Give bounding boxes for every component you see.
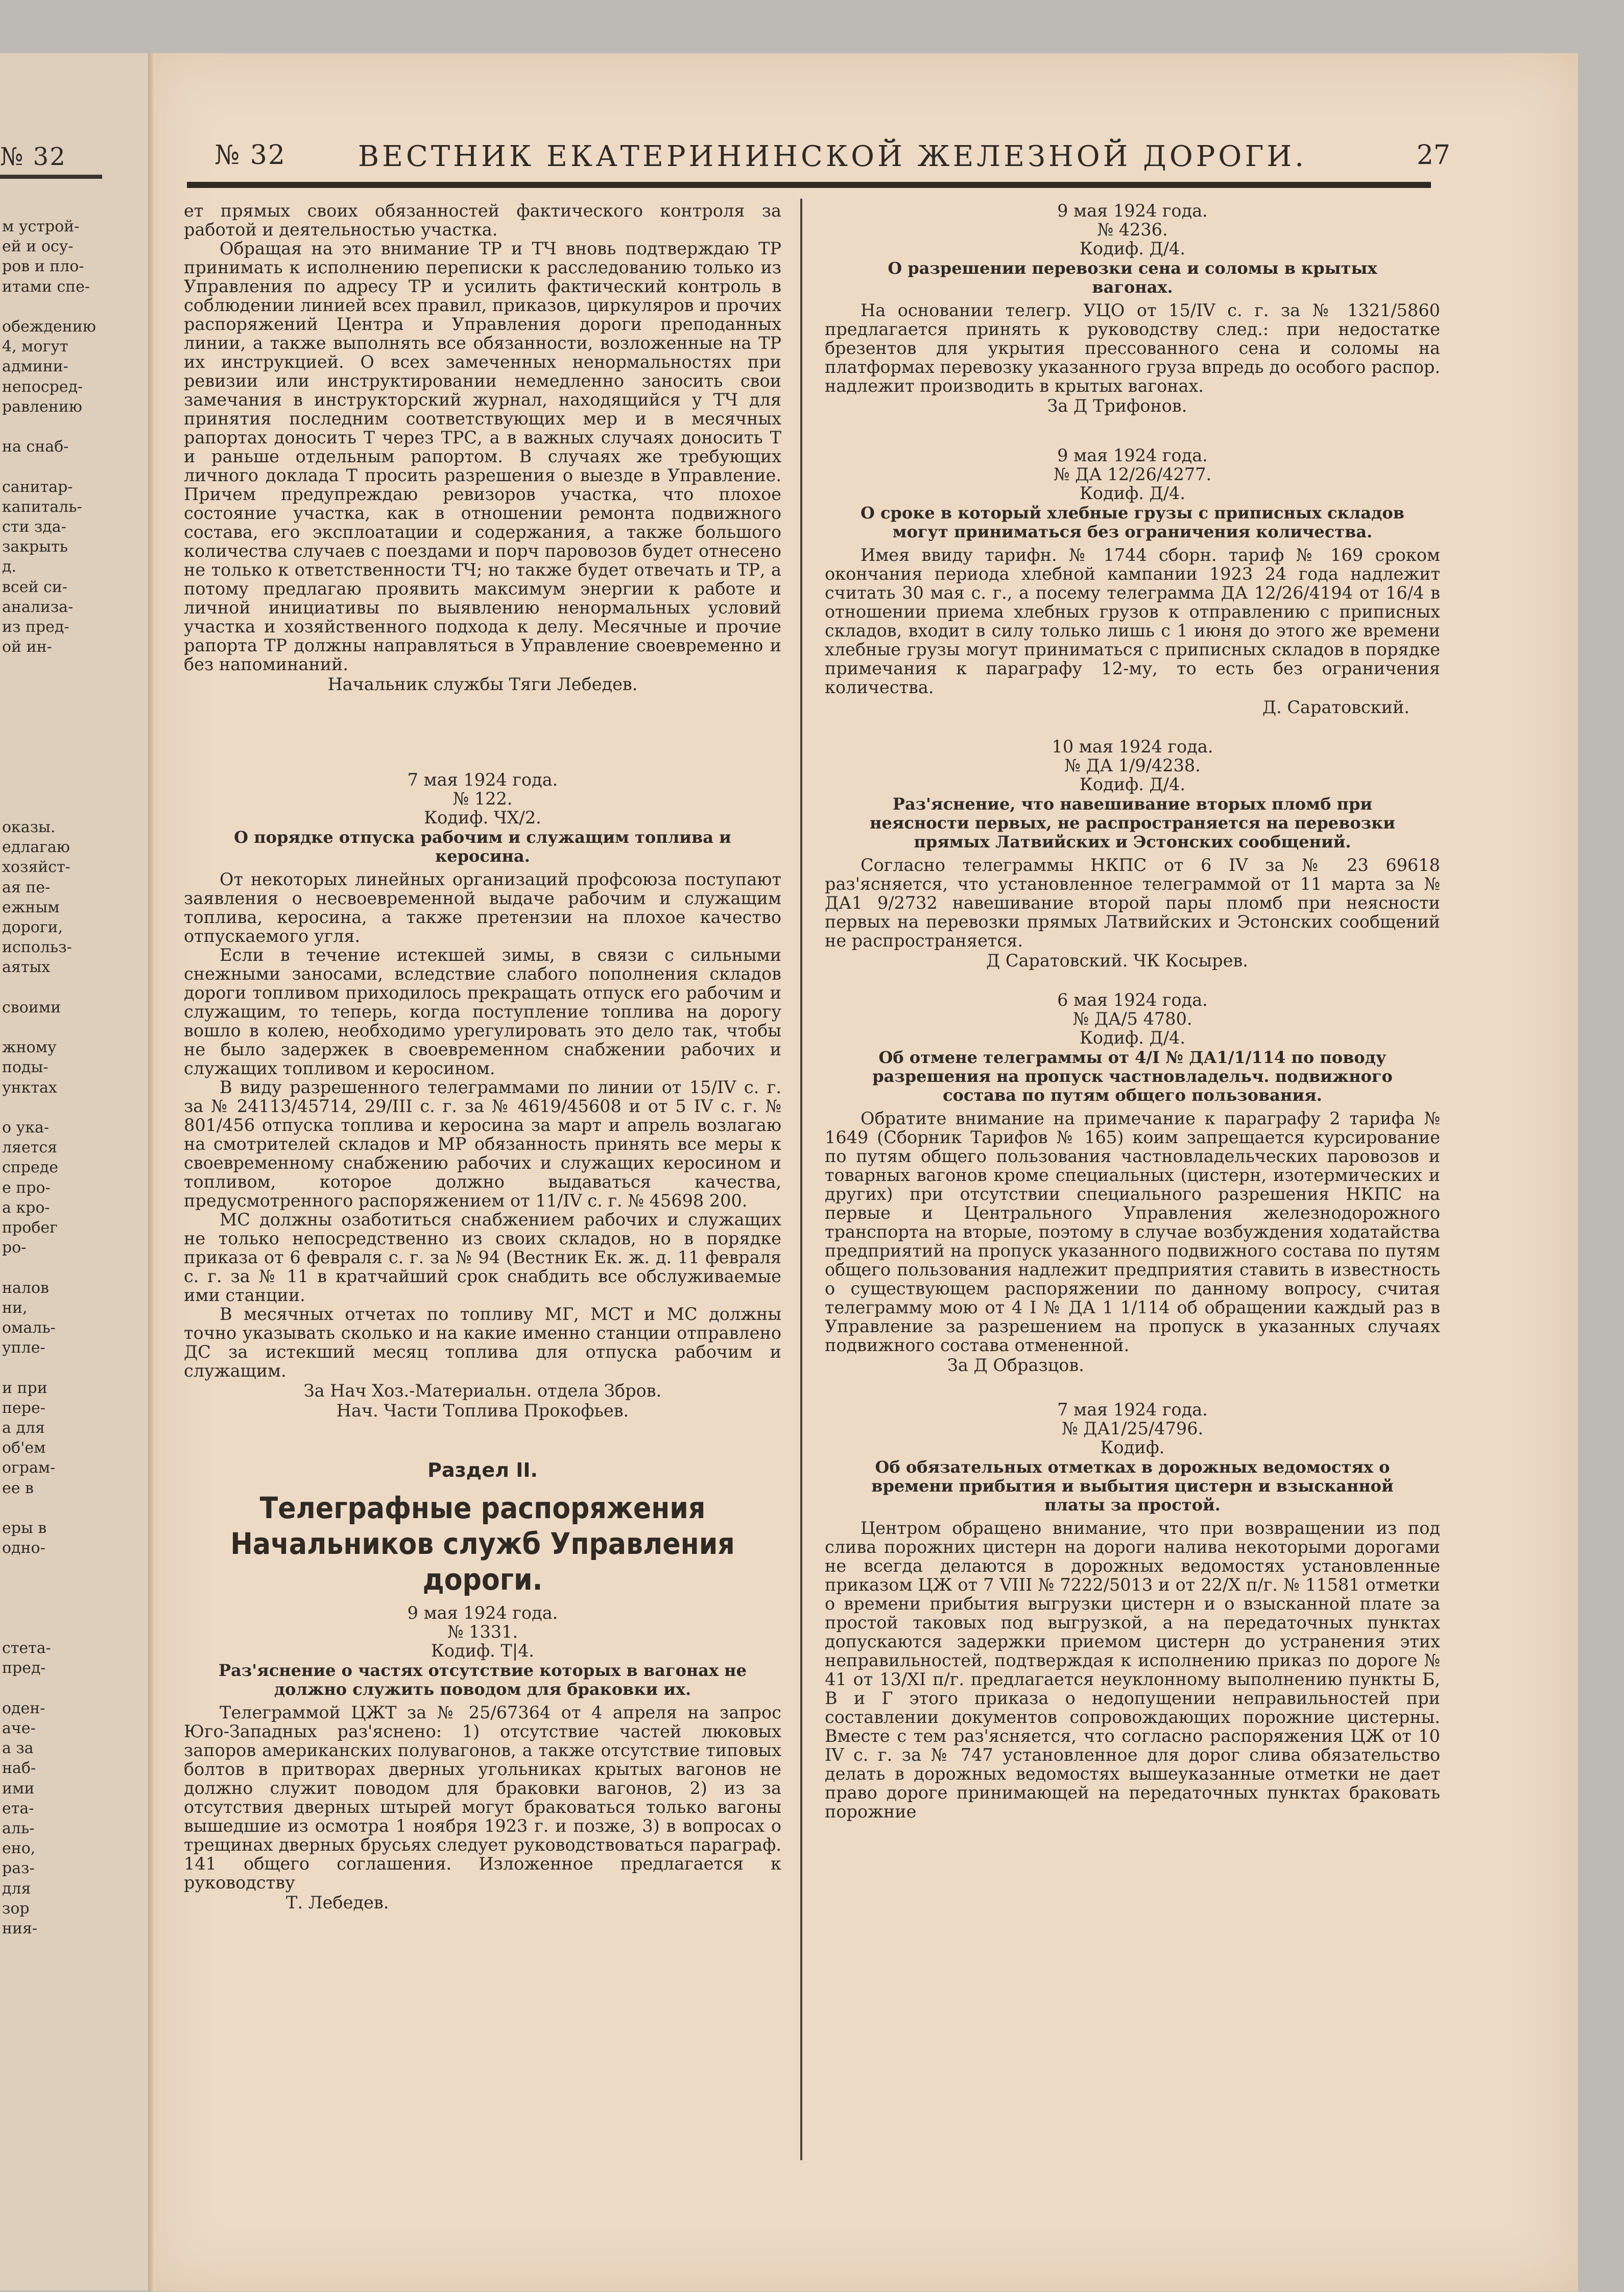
order-number: № ДА/5 4780. — [1072, 1009, 1192, 1029]
masthead-rule — [187, 182, 1431, 188]
previous-page-fragment: анализа- — [2, 598, 74, 616]
previous-page-fragment: ежным — [2, 898, 60, 916]
masthead — [214, 140, 1471, 181]
previous-page-fragment: наб- — [2, 1759, 36, 1778]
order-codif: Кодиф. ЧХ/2. — [424, 808, 541, 828]
previous-page-fragment: своими — [2, 998, 61, 1017]
previous-page-fragment: жному — [2, 1038, 57, 1057]
previous-page-fragment: оден- — [2, 1699, 45, 1717]
intro-paragraph: Обращая на это внимание ТР и ТЧ вновь подтверждаю ТР принимать к исполнению переписки к расследованию только из Управления по адресу ТР и усилить фактический контроль в соблюдении линией всех правил, приказов, циркуляров и прочих распоряжений Центра и Управления дороги преподанных линии, а также выполнять все обязанности, возложенные на ТР их инструкцией. О всех замеченных ненормальностях при ревизии или инструктировании немедленно заносить свои замечания в инструкторский журнал, находящийся у ТЧ для принятия последним соответствующих мер и в месячных рапортах доносить Т через ТРС, а в важных случаях доносить Т и раньше отдельным рапортом. В случаях же требующих личного доклада Т просить разрешения о выезде в Управление. Причем предупреждаю ревизоров участка, что плохое состояние участка, как в отношении ремонта подвижного состава, его эксплоатации и содержания, а также большого количества случаев с поездами и порч паровозов будет отнесено не только к ответственности ТЧ; но также будет отвечать и ТР, а потому предлагаю проявить максимум энергии к работе и личной инициативы по выявлению ненормальных условий участка и хозяйственного подхода к делу. Месячные и прочие рапорта ТР должны направляться в Управление своевременно и без напоминаний. — [184, 239, 781, 674]
previous-page-fragment: пробег — [2, 1219, 58, 1237]
previous-page-fragment: непосред- — [2, 377, 83, 396]
order-date: 9 мая 1924 года. — [1057, 445, 1208, 465]
previous-page-rule — [0, 175, 102, 179]
previous-page-fragment: админи- — [2, 358, 68, 376]
order-codif: Кодиф. Т|4. — [431, 1641, 535, 1661]
order-date: 10 мая 1924 года. — [1052, 737, 1213, 757]
order-paragraph: Согласно телеграммы НКПС от 6 IV за № 23 69618 раз'ясняется, что установленное телеграммой от 11 марта за № ДА1 9/2732 навешивание второй пары пломб при неясности первых на перевозки прямых Латвийских и Эстонских сообщений не распространяется. — [825, 855, 1440, 951]
previous-page-fragment: ни, — [2, 1298, 28, 1317]
previous-page-fragment: аче- — [2, 1719, 36, 1737]
order-paragraph: Центром обращено внимание, что при возвращении из под слива порожних цистерн на дороги налива некоторыми дорогами не всегда делаются в дорожных ведомостях установленные приказом ЦЖ от 7 VIII № 7222/5013 и от 22/X п/г. № 11581 отметки о времени прибытия выгрузки цистерн и о взысканной плате за простой таковых под выгрузкой, а на передаточных пунктах допускаются задержки приемом цистерн до устранения этих неправильностей, подтверждая к исполнению приказ по дороге № 41 от 13/XI п/г. предлагается неуклонному выполнению пункты Б, В и Г этого приказа о недопущении неправильностей при составлении документов сопровождающих порожние цистерны. Вместе с тем раз'ясняется, что согласно распоряжения ЦЖ от 10 IV с. г. за № 747 установленное для дорог слива обязательство делать в дорожных ведомостях вышеуказанные отметки не дает право дороге принимающей на передаточных пунктах браковать порожние — [825, 1518, 1440, 1822]
previous-page-fragment: на снаб- — [2, 438, 69, 456]
previous-page-fragment: о ука- — [2, 1119, 50, 1137]
page-number: 27 — [1416, 140, 1450, 171]
previous-page-fragment: для — [2, 1879, 31, 1898]
previous-page-fragment: аятых — [2, 958, 51, 977]
previous-page-fragment: оказы. — [2, 818, 56, 836]
intro-paragraph: ет прямых своих обязанностей фактического контроля за работой и деятельностью участка. — [184, 201, 781, 240]
previous-page-fragment: унктах — [2, 1078, 57, 1097]
order-paragraph: В месячных отчетах по топливу МГ, МСТ и МС должны точно указывать сколько и на какие именно станции отправлено ДС за истекший месяц топлива для отпуска рабочим и служащим. — [184, 1304, 781, 1381]
order-number: № 1331. — [447, 1622, 518, 1642]
order-title: О порядке отпуска рабочим и служащим топлива и керосина. — [234, 828, 731, 866]
previous-page-fragment: м устрой- — [2, 218, 80, 235]
order-signature: Т. Лебедев. — [286, 1893, 389, 1912]
previous-page-fragment: ета- — [2, 1799, 34, 1817]
order-codif: Кодиф. Д/4. — [1079, 239, 1186, 258]
order-signature: За Д Трифонов. — [1047, 396, 1187, 416]
previous-page-fragment: ограм- — [2, 1459, 56, 1477]
order-codif: Кодиф. Д/4. — [1079, 1028, 1186, 1048]
previous-page-fragment: спреде — [2, 1159, 58, 1177]
order-signature: За Нач Хоз.-Материальн. отдела Збров. — [303, 1381, 662, 1401]
left-column — [184, 201, 781, 1912]
previous-page-fragment: поды- — [2, 1058, 49, 1077]
previous-page-fragment: а для — [2, 1419, 45, 1437]
previous-page-fragment: из пред- — [2, 618, 69, 636]
previous-page-fragment: об'ем — [2, 1439, 46, 1457]
order-date: 7 мая 1924 года. — [1057, 1400, 1208, 1420]
order-paragraph: От некоторых линейных организаций профсоюза поступают заявления о несвоевременной выдаче рабочим и служащим топлива, керосина, а также претензии на плохое качество отпускаемого угля. — [184, 869, 781, 946]
previous-page-fragment: омаль- — [2, 1319, 56, 1337]
order-title: О разрешении перевозки сена и соломы в крытых вагонах. — [888, 258, 1377, 297]
previous-page-fragment: обеждению — [2, 318, 96, 336]
previous-page-fragment: и при — [2, 1379, 47, 1397]
page-fold-shadow — [148, 53, 155, 2291]
order-title: Раз'яснение, что навешивание вторых пломб при неясности первых, не распространяется на перевозки прямых Латвийских и Эстонских сообщений. — [870, 794, 1395, 852]
previous-page-fragment: ро- — [2, 1239, 27, 1257]
order-paragraph: На основании телегр. УЦО от 15/IV с. г. за № 1321/5860 предлагается принять к руководству след.: при недостатке брезентов для укрытия прессованного сена и соломы на платформах перевозку указанного груза впредь до особого распор. надлежит производить в крытых вагонах. — [825, 300, 1440, 396]
previous-page-fragment: ая пе- — [2, 878, 51, 896]
previous-page-fragment: использ- — [2, 938, 72, 957]
previous-page-fragment: хозяйст- — [2, 858, 70, 877]
previous-page-fragment: д. — [2, 558, 17, 576]
order-codif: Кодиф. Д/4. — [1079, 483, 1186, 503]
order-date: 6 мая 1924 года. — [1057, 990, 1208, 1010]
order-signature: Нач. Части Топлива Прокофьев. — [336, 1401, 629, 1421]
order-number: № ДА 1/9/4238. — [1064, 755, 1201, 775]
previous-page-header: № 32 — [0, 143, 66, 171]
order-title: Об обязательных отметках в дорожных ведомостях о времени прибытия и выбытия цистерн и взысканной платы за простой. — [871, 1457, 1394, 1515]
order-number: № ДА 12/26/4277. — [1053, 464, 1212, 484]
previous-page-fragment: равлению — [2, 397, 82, 416]
previous-page-fragment: пере- — [2, 1399, 45, 1417]
previous-page-fragment: упле- — [2, 1339, 45, 1357]
order-paragraph: Телеграммой ЦЖТ за № 25/67364 от 4 апреля на запрос Юго-Западных раз'яснено: 1) отсутствие частей люковых запоров американских полувагонов, а также отсутствие типовых болтов в притворах дверных угольниках крытых вагонов не должно служит поводом для браковки вагонов, 2) из за отсутствия дверных штырей могут браковаться только вагоны вышедшие из осмотра 1 ноября 1923 г. и позже, 3) в вопросах о трещинах дверных брусьях следует руководствоваться параграф. 141 общего соглашения. Изложенное предлагается к руководству — [184, 1703, 781, 1893]
order-paragraph: В виду разрешенного телеграммами по линии от 15/IV с. г. за № 24113/45714, 29/III с. г. за № 4619/45608 и от 5 IV с. г. № 801/456 отпуска топлива и керосина за март и апрель возлагаю на смотрителей складов и МР обязанность принять все меры к своевременному снабжению рабочих и служащих керосином и топливом, которое должно выдаваться качества, предусмотренного распоряжением от 11/IV с. г. № 45698 200. — [184, 1077, 781, 1211]
previous-page-fragment: сти зда- — [2, 518, 66, 536]
order-signature: Д Саратовский. ЧК Косырев. — [986, 951, 1248, 971]
issue-number: № 32 — [214, 140, 286, 171]
previous-page-fragment: аль- — [2, 1820, 35, 1837]
previous-page-fragment: а за — [2, 1739, 34, 1758]
order-signature: За Д Образцов. — [947, 1355, 1084, 1375]
newspaper-title: ВЕСТНИК ЕКАТЕРИНИНСКОЙ ЖЕЛЕЗНОЙ ДОРОГИ. — [357, 140, 1307, 173]
previous-page-fragment: еры в — [2, 1519, 47, 1537]
previous-page-fragment: одно- — [2, 1539, 45, 1557]
order-date: 9 мая 1924 года. — [407, 1603, 558, 1623]
previous-page-fragment: ой ин- — [2, 638, 52, 656]
previous-page-fragment: капиталь- — [2, 498, 82, 516]
section-label: Раздел II. — [427, 1459, 538, 1481]
order-paragraph: Имея ввиду тарифн. № 1744 сборн. тариф № 169 сроком окончания периода хлебной кампании 1923 24 года надлежит считать 30 мая с. г., а посему телеграмма ДА 12/26/4194 от 16/4 в отношении приема хлебных грузов к отправлению с приписных складов, входит в силу только лишь с 1 июня до этого же времени хлебные грузы могут приниматься с приписных складов в порядке примечания к параграфу 12-му, то есть без ограничения количества. — [825, 545, 1440, 697]
intro-signature: Начальник службы Тяги Лебедев. — [327, 674, 638, 694]
order-codif: Кодиф. Д/4. — [1079, 774, 1186, 794]
previous-page-fragment: всей си- — [2, 578, 67, 596]
order-number: № ДА1/25/4796. — [1061, 1419, 1204, 1438]
previous-page-fragment: а кро- — [2, 1198, 50, 1217]
previous-page-fragment: ров и пло- — [2, 257, 84, 276]
order-paragraph: Если в течение истекшей зимы, в связи с сильными снежными заносами, вследствие слабого пополнения складов дороги топливом приходилось прекращать отпуск его рабочим и служащим, то теперь, когда поступление топлива на дорогу вошло в колею, необходимо урегулировать это дело так, чтобы не было задержек в своевременном снабжении рабочих и служащих топливом и керосином. — [184, 945, 781, 1078]
previous-page-fragment: итами спе- — [2, 277, 90, 296]
previous-page-fragment: зор — [2, 1899, 30, 1918]
order-title: Об отмене телеграммы от 4/I № ДА1/1/114 по поводу разрешения на пропуск частновладельч. подвижного состава по путям общего пользования. — [872, 1048, 1393, 1105]
previous-page-fragment: едлагаю — [2, 838, 70, 857]
previous-page-fragment: стета- — [2, 1639, 51, 1658]
previous-page-fragment: е про- — [2, 1178, 51, 1197]
order-number: № 4236. — [1097, 220, 1168, 240]
previous-page-fragment: ими — [2, 1779, 35, 1798]
newspaper-page — [148, 53, 1578, 2291]
previous-page-fragment: раз- — [2, 1859, 35, 1878]
order-paragraph: МС должны озаботиться снабжением рабочих и служащих не только непосредственно из своих складов, но в порядке приказа от 6 февраля с. г. за № 94 (Вестник Ек. ж. д. 11 февраля с. г. за № 11 в кратчайший срок снабдить все обслуживаемые ими станции. — [184, 1210, 781, 1305]
previous-page-edge — [0, 53, 153, 2290]
previous-page-fragment: ляется — [2, 1139, 58, 1157]
previous-page-fragment: ено, — [2, 1839, 36, 1858]
order-title: Раз'яснение о частях отсутствие которых в вагонах не должно служить поводом для браковки их. — [219, 1661, 747, 1699]
previous-page-fragment: дороги, — [2, 918, 63, 936]
previous-page-fragment: ее в — [2, 1479, 34, 1497]
order-date: 7 мая 1924 года. — [407, 770, 558, 790]
right-column — [825, 201, 1440, 1821]
order-title: О сроке в который хлебные грузы с приписных складов могут приниматься без ограничения количества. — [861, 503, 1404, 541]
order-codif: Кодиф. — [1100, 1437, 1165, 1457]
previous-page-fragment: пред- — [2, 1659, 46, 1677]
section-title: Телеграфные распоряжения Начальников служб Управления дороги. — [230, 1491, 735, 1597]
order-date: 9 мая 1924 года. — [1057, 201, 1208, 221]
previous-page-fragment: ей и осу- — [2, 238, 74, 256]
order-signature: Д. Саратовский. — [1262, 697, 1410, 717]
previous-page-fragment: налов — [2, 1279, 49, 1297]
previous-page-fragment: 4, могут — [2, 338, 68, 356]
order-paragraph: Обратите внимание на примечание к параграфу 2 тарифа № 1649 (Сборник Тарифов № 165) коим запрещается курсирование по путям общего пользования частновладельческих паровозов и товарных вагонов кроме специальных (цистерн, изотермических и других) при отсутствии специального разрешения НКПС на первые и Центрального Управления железнодорожного транспорта на вторые, поэтому в случае возбуждения ходатайства предприятий на пропуск указанного подвижного состава по путям общего пользования надлежит предприятия ставить в известность о существующем распоряжении по данному вопросу, считая телеграмму мою от 4 I № ДА 1 1/114 об обращении каждый раз в Управление за разрешением на пропуск в указанных случаях подвижного состава отмененной. — [825, 1108, 1440, 1355]
previous-page-fragment: закрыть — [2, 538, 68, 556]
column-divider — [800, 199, 802, 2160]
previous-page-fragment: ния- — [2, 1920, 38, 1937]
order-number: № 122. — [452, 789, 513, 809]
previous-page-fragment: санитар- — [2, 478, 73, 496]
